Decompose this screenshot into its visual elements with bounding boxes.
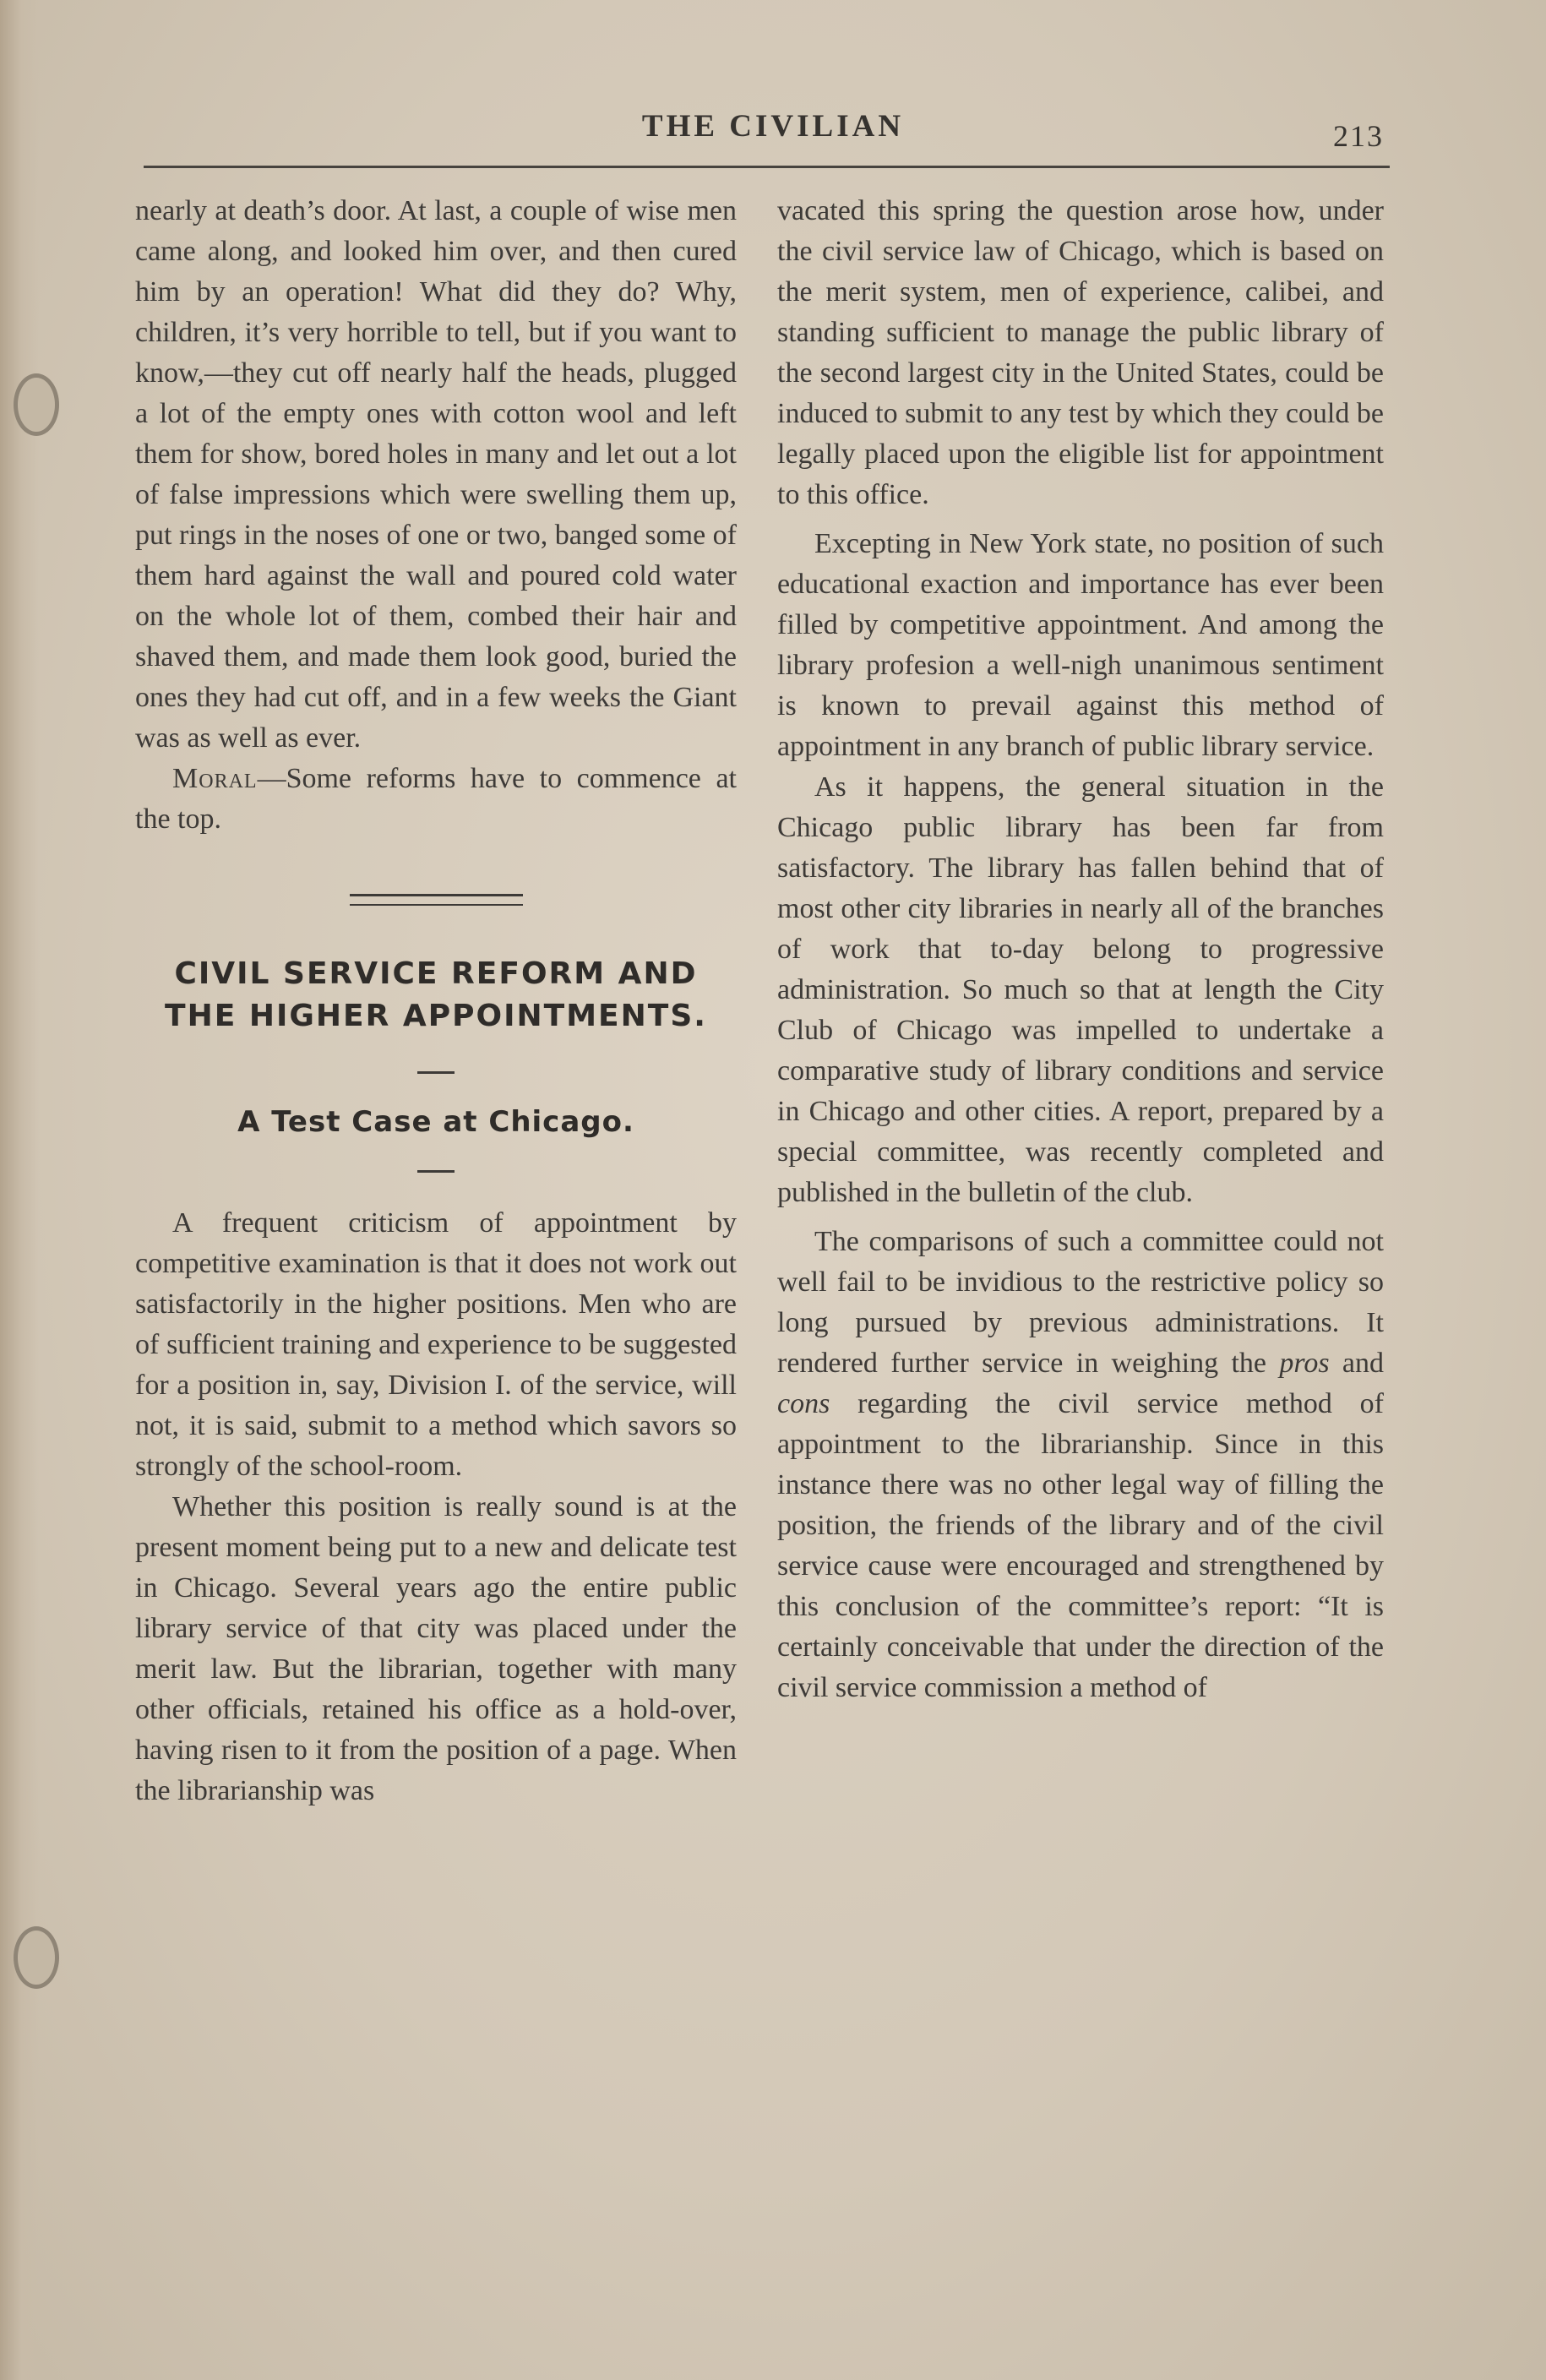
heading-dash-rule bbox=[417, 1071, 455, 1074]
article-paragraph-5: As it happens, the general situation in the Chicago public library has been far from satisfactory. The library has fallen behind that of most other city libraries in nearly all of the branches of work that to-day belong to progressive administration. So much so that at length the City Club of Chicago was impelled to undertake a comparative study of library conditions and service in Chicago and other cities. A report, prepared by a special committee, was recently completed and published in the bulletin of the club. bbox=[777, 771, 1384, 1208]
binding-hole-bottom bbox=[14, 1926, 59, 1989]
fable-paragraph: nearly at death’s door. At last, a couple of wise men came along, and looked him over, and then cured him by an operation! What did they do? Why, children, it’s very horrible to tell, but if you want to know,—they cut off nearly half the heads, plugged a lot of the empty ones with cotton wool and left them for show, bored holes in many and let out a lot of false impressions which were swelling them up, put rings in the noses of one or two, banged some of them hard against the wall and poured cold water on the whole lot of them, combed their hair and shaved them, and made them look good, buried the ones they had cut off, and in a few weeks the Giant was as well as ever. bbox=[135, 195, 737, 754]
left-column bbox=[135, 191, 737, 1811]
article-paragraph-2: Whether this position is really sound is at the present moment being put to a new and delicate test in Chicago. Several years ago the entire public library service of that city was placed under the merit law. But the librarian, together with many other officials, retained his office as a hold-over, having risen to it from the position of a page. When the librarianship was bbox=[135, 1491, 737, 1806]
article-subheading: A Test Case at Chicago. bbox=[237, 1105, 634, 1139]
pros-term: pros bbox=[1279, 1348, 1330, 1379]
article-paragraph-6 bbox=[777, 1222, 1384, 1708]
moral-label: Moral bbox=[172, 763, 258, 794]
right-column bbox=[777, 191, 1384, 1708]
binding-hole-top bbox=[14, 373, 59, 436]
section-ornament-rule bbox=[350, 894, 523, 906]
paragraph-6-start: The comparisons of such a committee could not well fail to be invidious to the restrictive policy so long pursued by previous administrations. It rendered further service in weighing the bbox=[777, 1226, 1384, 1379]
moral-text: —Some reforms have to commence at the top. bbox=[135, 763, 737, 835]
page-binding-edge bbox=[0, 0, 39, 2380]
page-number: 213 bbox=[1333, 119, 1384, 153]
paragraph-6-end: regarding the civil service method of appointment to the librarianship. Since in this instance there was no other legal way of filling the position, the friends of the library and of the civil service cause were encouraged and strengthened by this conclusion of the committee’s report: “It is certainly conceivable that under the direction of the civil service commission a method of bbox=[777, 1388, 1384, 1703]
running-title: THE CIVILIAN bbox=[641, 109, 905, 144]
article-paragraph-4: Excepting in New York state, no position of such educational exaction and importance has ever been filled by competitive appointment. And among the library profesion a well-nigh unanimous sentiment is known to prevail against this method of appointment in any branch of public library service. bbox=[777, 528, 1384, 762]
header-rule bbox=[144, 166, 1390, 168]
subheading-dash-rule bbox=[417, 1170, 455, 1173]
moral-paragraph bbox=[135, 759, 737, 840]
article-heading: CIVIL SERVICE REFORM AND THE HIGHER APPOINTMENTS. bbox=[165, 956, 707, 1033]
article-paragraph-3: vacated this spring the question arose how, under the civil service law of Chicago, which is based on the merit system, men of experience, calibei, and standing sufficient to manage the public library of the second largest city in the United States, could be induced to submit to any test by which they could be legally placed upon the eligible list for appointment to this office. bbox=[777, 195, 1384, 510]
article-paragraph-1: A frequent criticism of appointment by competitive examination is that it does not work out satisfactorily in the higher positions. Men who are of sufficient training and experience to be suggested for a position in, say, Division I. of the service, will not, it is said, submit to a method which savors so strongly of the school-room. bbox=[135, 1207, 737, 1482]
paragraph-6-and: and bbox=[1329, 1348, 1384, 1379]
cons-term: cons bbox=[777, 1388, 830, 1419]
